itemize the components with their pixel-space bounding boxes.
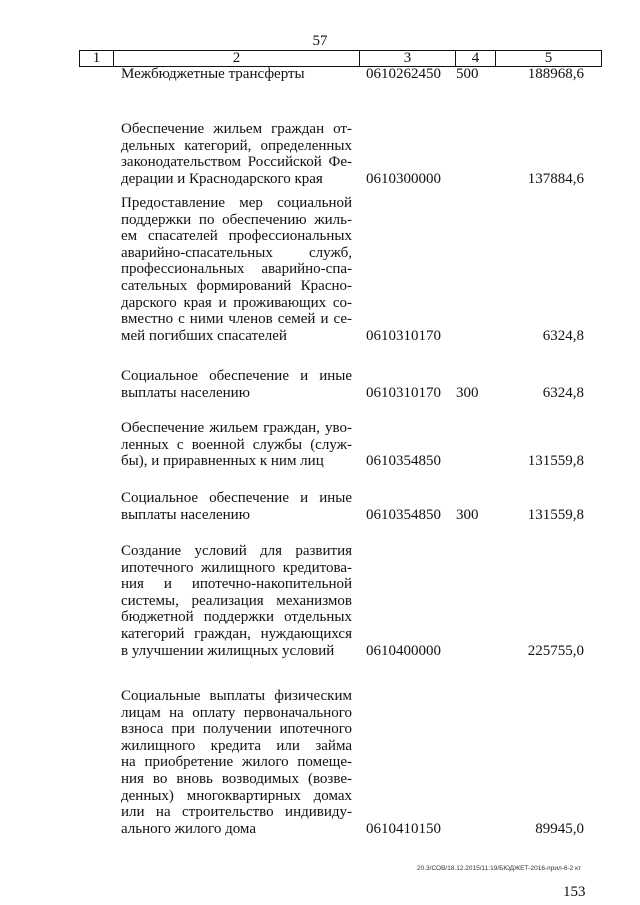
description-line: бюджетной поддержки отдельных <box>121 609 352 626</box>
row-description <box>121 490 352 523</box>
table-header <box>79 50 602 67</box>
description-line: бы), и приравненных к ним лиц <box>121 453 324 470</box>
header-col-4: 4 <box>456 51 496 66</box>
description-line: дарского края и проживающих со- <box>121 294 352 311</box>
description-line: вместно с ними членов семей и се- <box>121 311 352 328</box>
description-line: или на строительство индивиду- <box>121 804 352 821</box>
row-description <box>121 121 352 187</box>
header-col-5: 5 <box>544 50 553 66</box>
description-line: профессиональных аварийно-спа- <box>121 261 352 278</box>
description-line: системы, реализация механизмов <box>121 592 352 609</box>
description-line: Межбюджетные трансферты <box>121 66 305 82</box>
description-line: выплаты населению <box>121 506 250 523</box>
description-line: ния во вновь возводимых (возве- <box>121 770 352 787</box>
row-description <box>121 543 352 659</box>
row-code: 0610410150 <box>366 820 441 837</box>
description-line: ния и ипотечно-накопительной <box>121 576 352 593</box>
header-col-1: 1 <box>80 51 114 66</box>
row-expense-type: 300 <box>456 384 479 401</box>
row-code: 0610310170 <box>366 327 441 344</box>
page-number-bottom: 153 <box>563 884 586 900</box>
row-code: 0610400000 <box>366 642 441 659</box>
description-line: в улучшении жилищных условий <box>121 642 335 659</box>
row-code: 0610300000 <box>366 170 441 187</box>
description-line: Социальное обеспечение и иные <box>121 368 352 384</box>
description-line: ем спасателей профессиональных <box>121 228 352 245</box>
description-line: Обеспечение жильем граждан, уво- <box>121 420 352 436</box>
description-line: ленных с военной службы (служ- <box>121 436 352 453</box>
description-line: законодательством Российской Фе- <box>121 154 352 171</box>
description-line: Социальные выплаты физическим <box>121 688 352 704</box>
description-line: на приобретение жилого помеще- <box>121 754 352 771</box>
description-line: категорий граждан, нуждающихся <box>121 625 352 642</box>
header-col-2: 2 <box>114 51 360 66</box>
row-description <box>121 368 352 401</box>
row-description <box>121 688 352 837</box>
row-amount: 188968,6 <box>527 66 584 82</box>
row-code: 0610354850 <box>366 453 441 470</box>
description-line: Предоставление мер социальной <box>121 195 352 211</box>
description-line: взноса при получении ипотечного <box>121 721 352 738</box>
row-code: 0610310170 <box>366 384 441 401</box>
description-line: Социальное обеспечение и иные <box>121 490 352 506</box>
description-line: дельных категорий, определенных <box>121 137 352 154</box>
description-line: жилищного кредита или займа <box>121 737 352 754</box>
description-line: аварийно-спасательных служб, <box>121 244 352 261</box>
description-line: лицам на оплату первоначального <box>121 704 352 721</box>
row-description <box>121 195 352 344</box>
row-expense-type: 300 <box>456 506 479 523</box>
row-amount: 225755,0 <box>527 642 584 659</box>
row-amount: 6324,8 <box>542 384 584 401</box>
row-description <box>121 420 352 470</box>
row-amount: 137884,6 <box>527 170 584 187</box>
description-line: дерации и Краснодарского края <box>121 170 323 187</box>
description-line: Создание условий для развития <box>121 543 352 559</box>
row-amount: 131559,8 <box>527 506 584 523</box>
page-number-top: 57 <box>312 33 328 49</box>
row-amount: 89945,0 <box>535 820 584 837</box>
row-expense-type: 500 <box>456 66 479 82</box>
row-code: 0610354850 <box>366 506 441 523</box>
description-line: ипотечного жилищного кредитова- <box>121 559 352 576</box>
description-line: денных) многоквартирных домах <box>121 787 352 804</box>
row-code: 0610262450 <box>366 66 441 82</box>
row-amount: 6324,8 <box>542 327 584 344</box>
description-line: поддержки по обеспечению жиль- <box>121 211 352 228</box>
footer-stamp: 20.3/СОВ/18.12.2015/11:19/БЮДЖЕТ-2016-прил-6-2 кт <box>417 865 581 872</box>
header-col-3: 3 <box>360 51 456 66</box>
description-line: выплаты населению <box>121 384 250 401</box>
row-amount: 131559,8 <box>527 453 584 470</box>
description-line: Обеспечение жильем граждан от- <box>121 121 352 137</box>
description-line: ального жилого дома <box>121 820 256 837</box>
row-description <box>121 66 352 83</box>
description-line: мей погибших спасателей <box>121 327 287 344</box>
description-line: сательных формирований Красно- <box>121 277 352 294</box>
